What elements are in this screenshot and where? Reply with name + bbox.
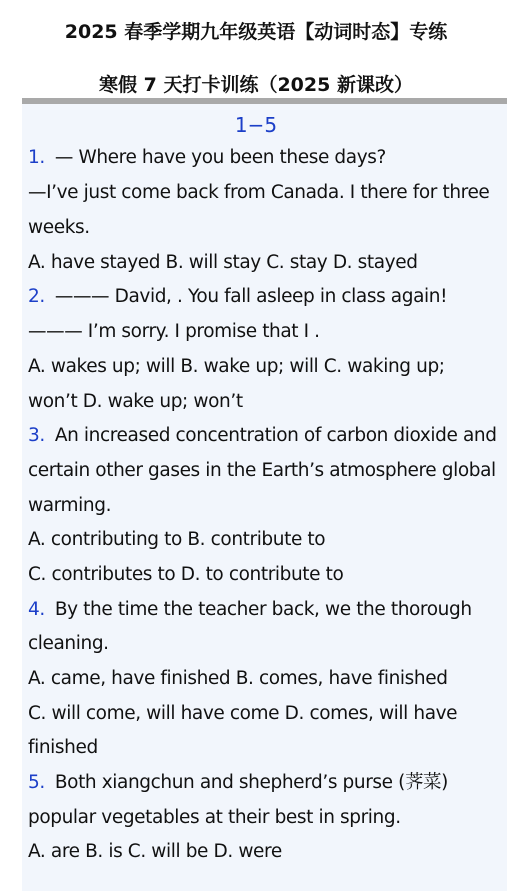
question-3-options-2: C. contributes to D. to contribute to xyxy=(28,564,344,585)
question-1-line-1: 1. — Where have you been these days? xyxy=(28,147,386,168)
question-3-options-1: A. contributing to B. contribute to xyxy=(28,529,326,550)
question-5-line-1: 5. Both xiangchun and shepherd’s purse (荠菜) xyxy=(28,772,448,793)
question-3-line-2: certain other gases in the Earth’s atmosphere global xyxy=(28,460,496,481)
question-5-options: A. are B. is C. will be D. were xyxy=(28,841,282,862)
question-2-line-2: ——— I’m sorry. I promise that I . xyxy=(28,321,320,342)
question-5-line-2: popular vegetables at their best in spring. xyxy=(28,807,401,828)
question-4-line-1: 4. By the time the teacher back, we the thorough xyxy=(28,599,472,620)
question-2-options: A. wakes up; will B. wake up; will C. waking up; xyxy=(28,356,445,377)
worksheet-title: 2025 春季学期九年级英语【动词时态】专练 xyxy=(64,21,448,43)
question-4-options-3: finished xyxy=(28,737,98,758)
question-1-options: A. have stayed B. will stay C. stay D. stayed xyxy=(28,252,418,273)
question-number: 4. xyxy=(28,599,45,620)
question-3-line-1: 3. An increased concentration of carbon dioxide and xyxy=(28,425,497,446)
question-4-options-1: A. came, have finished B. comes, have finished xyxy=(28,668,448,689)
question-range: 1−5 xyxy=(234,113,278,137)
question-4-line-2: cleaning. xyxy=(28,633,109,654)
question-2-line-1: 2. ——— David, . You fall asleep in class again! xyxy=(28,286,448,307)
worksheet-subtitle: 寒假 7 天打卡训练（2025 新课改） xyxy=(99,74,413,96)
question-number: 1. xyxy=(28,147,45,168)
question-number: 5. xyxy=(28,772,45,793)
question-4-options-2: C. will come, will have come D. comes, will have xyxy=(28,703,458,724)
question-1-line-2: —I’ve just come back from Canada. I there for three xyxy=(28,182,490,203)
question-number: 2. xyxy=(28,286,45,307)
question-1-line-3: weeks. xyxy=(28,217,90,238)
question-number: 3. xyxy=(28,425,45,446)
question-2-options-cont: won’t D. wake up; won’t xyxy=(28,391,243,412)
question-3-line-3: warming. xyxy=(28,495,112,516)
